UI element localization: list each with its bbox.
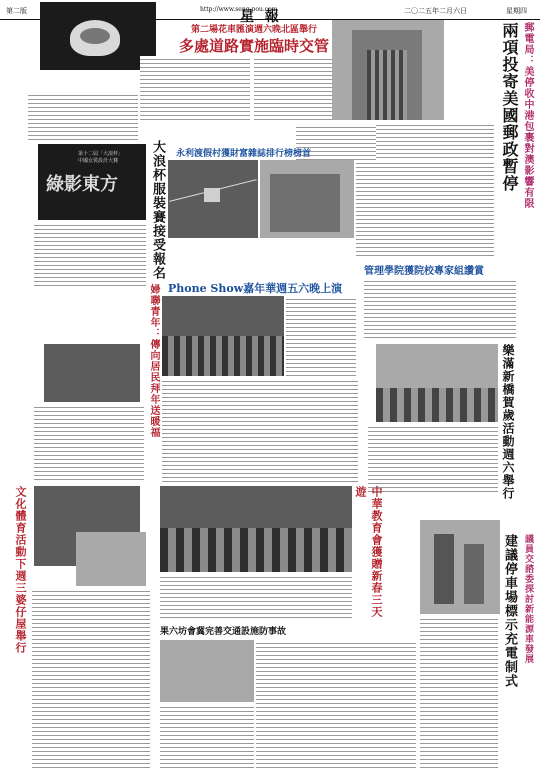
lohas-body: [368, 424, 498, 494]
weekday: 星期四: [506, 7, 527, 15]
post-headline: 兩項投寄美國郵政暫停: [500, 22, 519, 192]
culture-body: [32, 588, 150, 770]
resort-photo: [260, 160, 354, 238]
group-photo: [160, 486, 352, 572]
post-building-photo: [332, 20, 444, 120]
site-url[interactable]: http://www.seng-pou.com: [200, 6, 278, 13]
exhibit-photo-2: [76, 532, 146, 586]
night-float-photo: [40, 2, 156, 70]
page-number: 第二版: [6, 7, 27, 15]
traffic-headline: 果六坊會冀完善交通設施防事故: [160, 627, 287, 637]
poster-line-1: 第十二屆「大浪杯」: [78, 151, 124, 157]
poster-line-2: 中國女裝設計大賽: [78, 158, 119, 164]
wynn-headline: 永利渡假村獲財富雜誌排行榜榜首: [176, 149, 312, 159]
audience-photo: [162, 296, 284, 376]
parking-body: [420, 616, 498, 768]
parking-headline: 建議停車場標示充電制式: [502, 534, 517, 688]
phoneshow-headline: Phone Show嘉年華週五六晚上演: [168, 282, 343, 295]
parade-kicker: 第二場花車匯演週六晚北區舉行: [190, 25, 317, 35]
school-body: [364, 278, 516, 340]
culture-headline: 文化體育活動下週三婆仔屋舉行: [14, 486, 27, 654]
parade-notes: [28, 92, 138, 142]
women-headline: 婦聯青年：傳向居民拜年送暖福: [148, 284, 159, 438]
cable-car-photo: [168, 160, 258, 238]
parade-headline: 多處道路實施臨時交管: [178, 37, 329, 55]
traffic-body: [256, 640, 416, 768]
fashion-poster: [38, 144, 146, 220]
traffic-body-2: [160, 704, 254, 768]
phoneshow-body-2: [162, 378, 358, 484]
fashion-body: [34, 222, 146, 286]
charger-photo: [420, 520, 500, 614]
women-body: [34, 404, 144, 482]
masthead: 星 報: [240, 9, 282, 25]
street-photo: [160, 640, 254, 702]
wynn-body: [356, 160, 494, 258]
parade-body: [140, 56, 250, 120]
post-body: [376, 122, 494, 158]
education-headline: 中華教育會獲贈新春三天遊: [354, 486, 383, 618]
phoneshow-body: [286, 296, 356, 376]
post-kicker: 郵電局：美停收中港包裹對澳影響有限: [522, 22, 533, 209]
poster-title: 綠影東方: [46, 174, 118, 195]
school-headline: 管理學院獲院校專家組讚賞: [364, 266, 484, 277]
parade-body-2: [254, 56, 342, 120]
lohas-photo: [376, 344, 498, 422]
lohas-headline: 樂滿新橋賀歲活動週六舉行: [501, 344, 515, 500]
issue-date: 二〇二五年二月六日: [404, 7, 467, 15]
education-body: [160, 574, 352, 620]
fashion-headline: 大浪杯服裝賽接受報名: [150, 140, 165, 280]
parking-kicker: 議員交諮委探討新能源車發展: [523, 534, 533, 664]
visit-photo: [44, 344, 140, 402]
